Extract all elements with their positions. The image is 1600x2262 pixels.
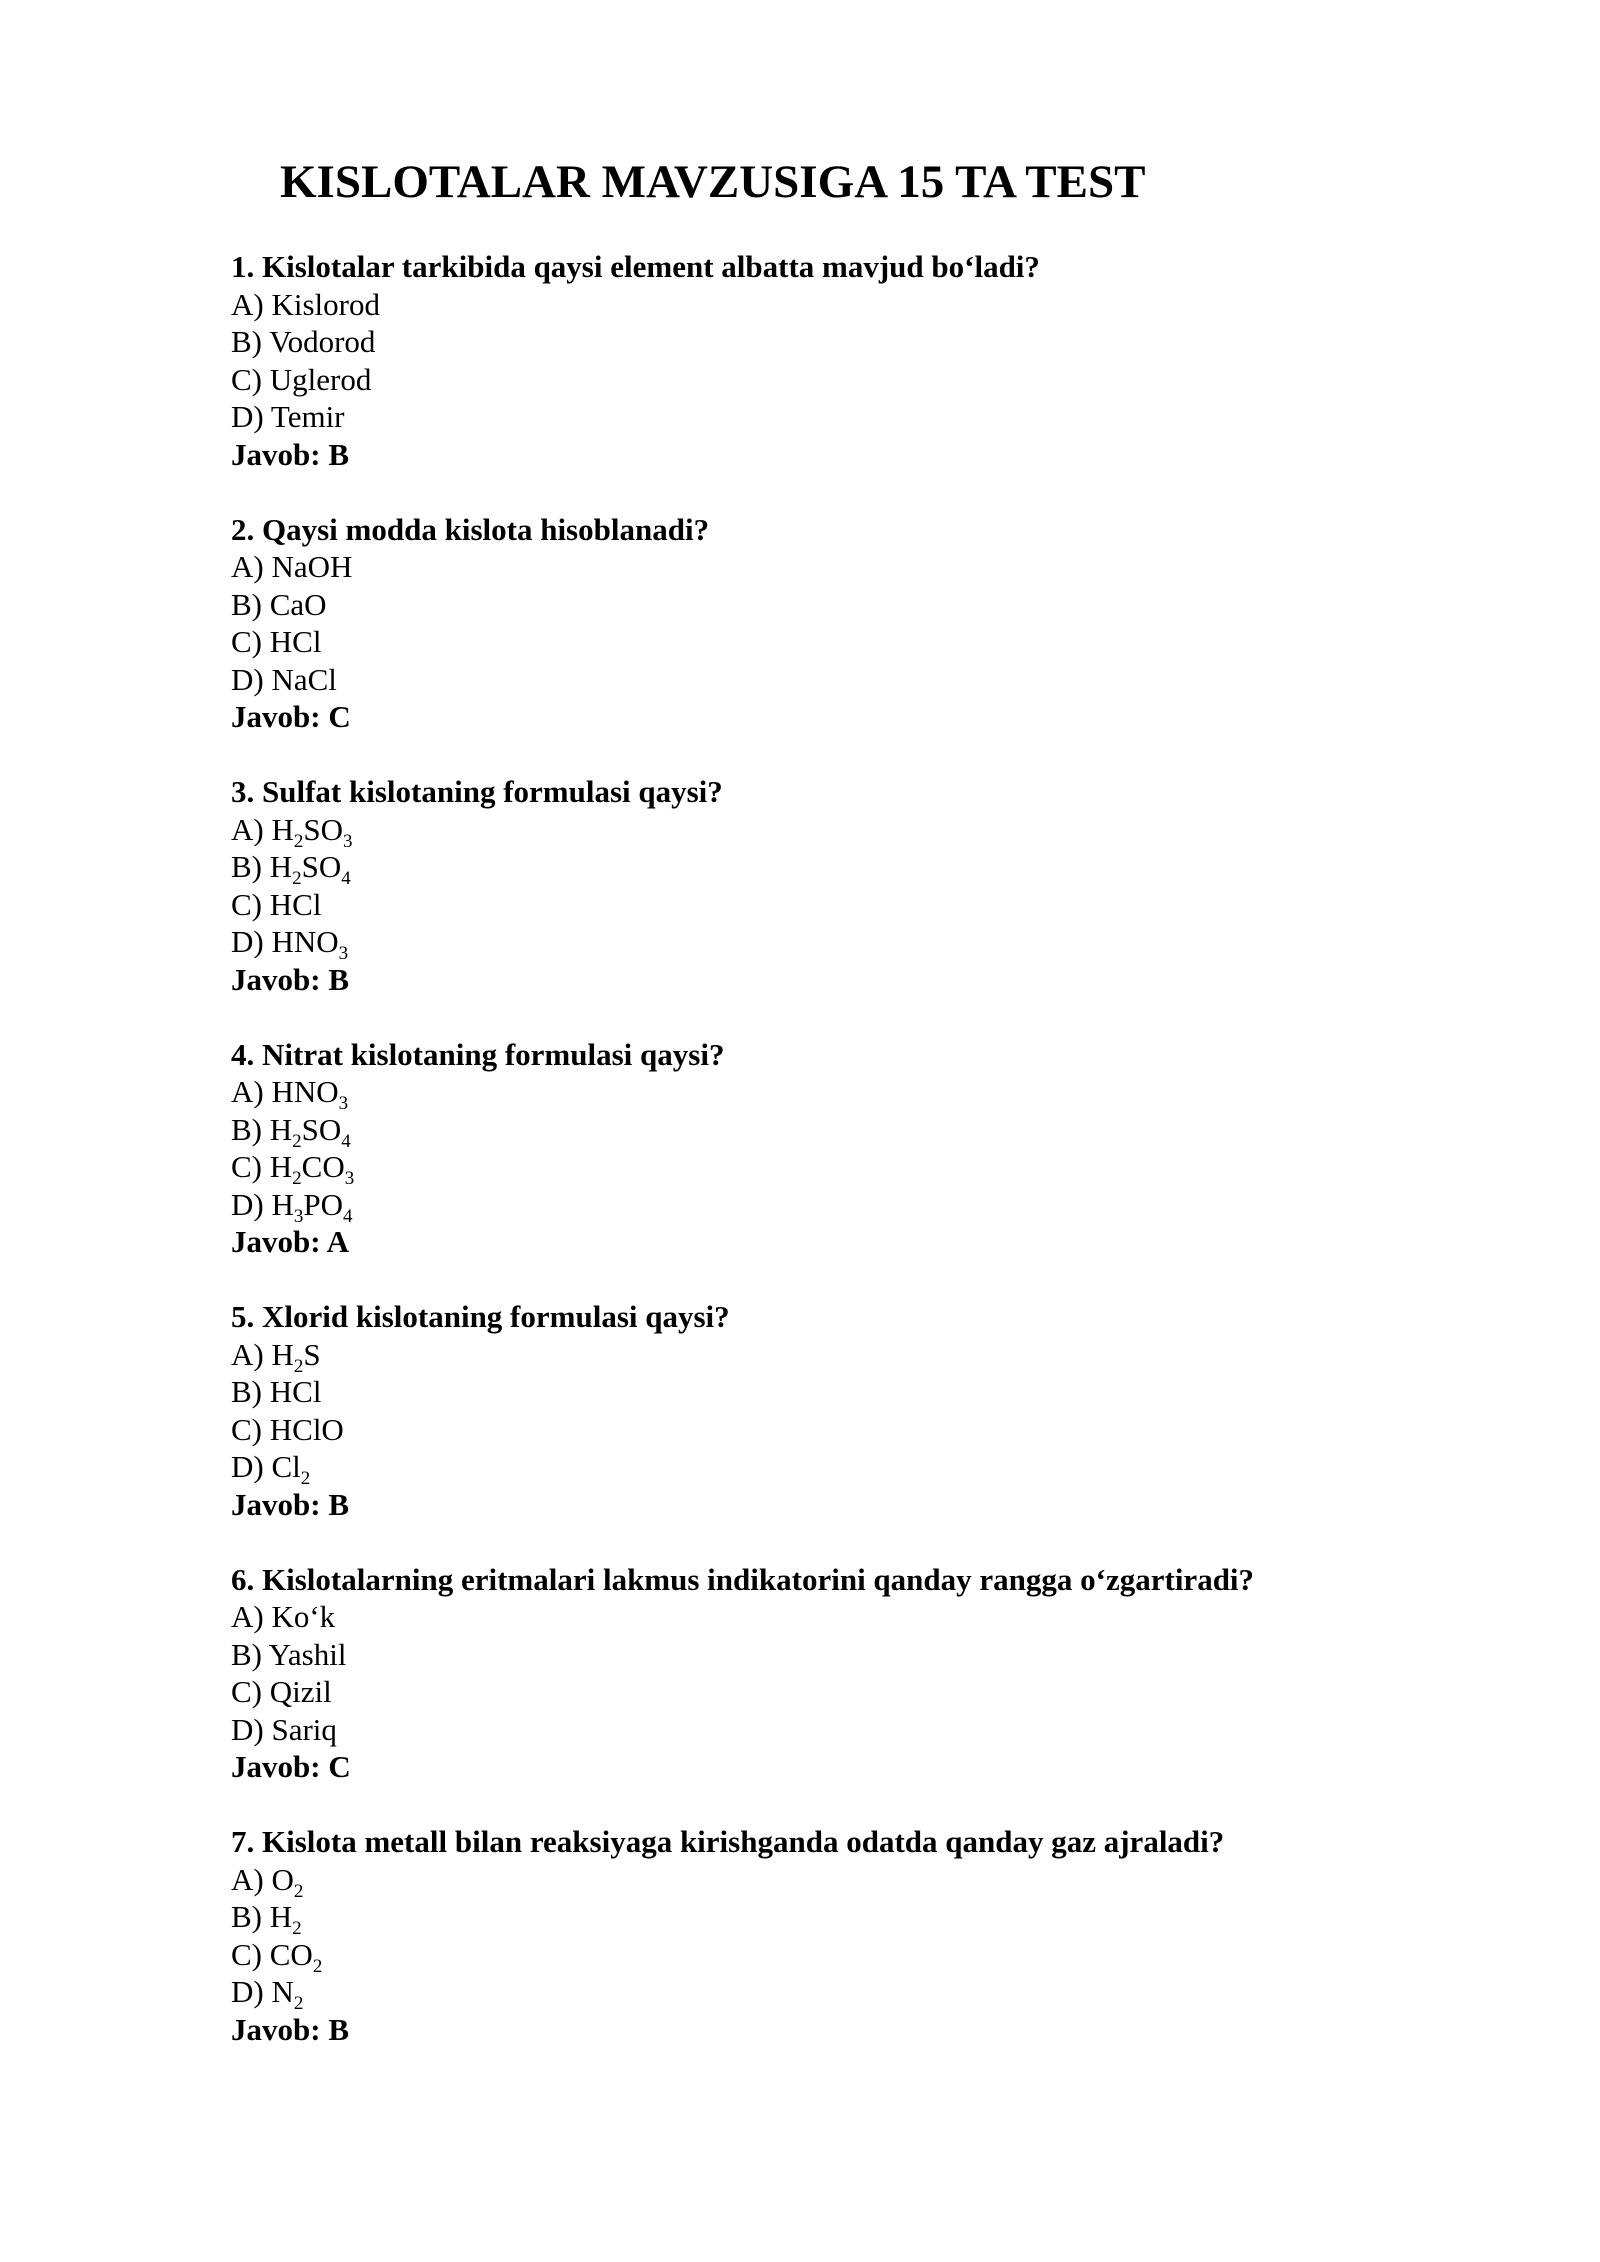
option-letter: B)	[231, 1111, 262, 1147]
answer-option	[231, 848, 1481, 889]
question-4	[231, 1036, 1481, 1299]
option-text: H	[269, 1111, 293, 1147]
option-letter: C)	[231, 1674, 262, 1709]
option-text: Vodorod	[269, 324, 376, 359]
answer-option	[231, 1636, 1481, 1674]
option-letter: D)	[231, 1186, 264, 1222]
answer-option	[231, 1448, 1481, 1489]
option-letter: D)	[231, 399, 264, 434]
option-letter: B)	[231, 1636, 262, 1672]
answer-option	[231, 1373, 1481, 1411]
option-text: HNO	[271, 924, 339, 959]
answer-option	[231, 1673, 1481, 1711]
answer-option	[231, 1336, 1481, 1377]
subscript: 4	[341, 1130, 351, 1152]
option-text: Sariq	[271, 1711, 337, 1747]
option-text: H	[269, 849, 293, 884]
answer-label: Javob:	[231, 1749, 321, 1784]
option-text: Qizil	[269, 1674, 332, 1709]
answer-label: Javob:	[231, 1486, 321, 1522]
option-text: SO	[303, 811, 343, 847]
answer-option	[231, 1148, 1481, 1189]
option-text: SO	[301, 1111, 342, 1147]
answer-option	[231, 1711, 1481, 1749]
answer-label: Javob:	[231, 1224, 321, 1259]
subscript: 2	[292, 868, 302, 889]
answer-line	[231, 436, 1481, 474]
option-letter: D)	[231, 1449, 264, 1484]
option-text: HCl	[269, 886, 322, 922]
subscript: 3	[338, 943, 349, 964]
subscript: 3	[293, 1205, 304, 1227]
answer-label: Javob:	[231, 436, 321, 472]
option-text: H	[269, 1899, 293, 1934]
option-text: Cl	[271, 1449, 301, 1484]
answer-option	[231, 1186, 1481, 1227]
subscript: 2	[292, 1130, 302, 1152]
option-text: CaO	[269, 586, 327, 622]
option-text: HNO	[271, 1074, 339, 1109]
answer-label: Javob:	[231, 961, 321, 997]
answer-value: B	[328, 961, 350, 997]
option-text: NaOH	[271, 549, 353, 584]
subscript: 4	[341, 868, 351, 889]
answer-option	[231, 1598, 1481, 1636]
answer-option	[231, 1411, 1481, 1449]
answer-option	[231, 811, 1481, 852]
answer-option	[231, 361, 1481, 399]
subscript: 2	[293, 1993, 304, 2014]
question-7	[231, 1823, 1481, 2086]
option-letter: D)	[231, 924, 264, 959]
option-letter: A)	[231, 811, 264, 847]
question-prompt: 1. Kislotalar tarkibida qaysi element albatta mavjud bo‘ladi?	[231, 249, 1040, 284]
option-letter: C)	[231, 1411, 262, 1447]
question-5	[231, 1298, 1481, 1561]
option-letter: B)	[231, 1899, 262, 1934]
option-text: HClO	[269, 1411, 344, 1447]
subscript: 3	[343, 830, 353, 852]
option-text: O	[271, 1861, 294, 1897]
question-list	[231, 248, 1481, 2086]
option-letter: B)	[231, 849, 262, 884]
answer-value: B	[328, 1486, 350, 1522]
option-text: H	[271, 811, 294, 847]
answer-line	[231, 698, 1481, 736]
answer-option	[231, 586, 1481, 624]
option-text: Kislorod	[271, 286, 380, 322]
subscript: 2	[312, 1955, 323, 1977]
option-letter: C)	[231, 624, 262, 659]
question-1	[231, 248, 1481, 511]
answer-value: C	[328, 699, 351, 734]
subscript: 3	[338, 1093, 349, 1114]
answer-option	[231, 398, 1481, 436]
option-letter: C)	[231, 1936, 262, 1972]
answer-value: B	[328, 2011, 350, 2047]
answer-option	[231, 923, 1481, 964]
answer-option	[231, 286, 1481, 324]
answer-value: C	[328, 1749, 351, 1784]
answer-label: Javob:	[231, 699, 321, 734]
answer-label: Javob:	[231, 2011, 321, 2047]
answer-line	[231, 2011, 1481, 2049]
subscript: 2	[292, 1168, 302, 1189]
answer-option	[231, 323, 1481, 361]
answer-option	[231, 661, 1481, 699]
question-prompt: 4. Nitrat kislotaning formulasi qaysi?	[231, 1036, 725, 1072]
answer-line	[231, 1748, 1481, 1786]
option-letter: D)	[231, 661, 264, 697]
option-letter: A)	[231, 1599, 264, 1634]
answer-option	[231, 886, 1481, 924]
subscript: 2	[292, 1918, 302, 1939]
answer-option	[231, 1861, 1481, 1902]
question-prompt: 6. Kislotalarning eritmalari lakmus indikatorini qanday rangga o‘zgartiradi?	[231, 1561, 1255, 1597]
question-prompt: 7. Kislota metall bilan reaksiyaga kirishganda odatda qanday gaz ajraladi?	[231, 1824, 1225, 1859]
option-text: H	[271, 1186, 294, 1222]
option-letter: A)	[231, 549, 264, 584]
document-title: KISLOTALAR MAVZUSIGA 15 TA TEST	[280, 156, 1146, 208]
answer-line	[231, 961, 1481, 999]
option-letter: A)	[231, 1861, 264, 1897]
question-2	[231, 511, 1481, 774]
answer-value: A	[326, 1224, 350, 1259]
subscript: 2	[293, 1880, 304, 1902]
option-text: PO	[303, 1186, 343, 1222]
answer-option	[231, 1898, 1481, 1939]
answer-option	[231, 1111, 1481, 1152]
answer-value: B	[328, 436, 350, 472]
option-letter: B)	[231, 1374, 262, 1409]
subscript: 2	[300, 1468, 311, 1489]
option-text: H	[269, 1149, 293, 1184]
option-text: Temir	[270, 399, 345, 434]
question-3	[231, 773, 1481, 1036]
option-text: H	[271, 1336, 294, 1372]
option-text: NaCl	[271, 661, 337, 697]
subscript: 2	[293, 1355, 304, 1377]
question-prompt: 2. Qaysi modda kislota hisoblanadi?	[231, 511, 710, 547]
option-letter: A)	[231, 286, 264, 322]
option-text: HCl	[269, 624, 322, 659]
question-prompt: 3. Sulfat kislotaning formulasi qaysi?	[231, 774, 723, 809]
question-prompt: 5. Xlorid kislotaning formulasi qaysi?	[231, 1299, 730, 1334]
option-text: HCl	[269, 1374, 322, 1409]
option-text: Uglerod	[269, 361, 372, 397]
question-6	[231, 1561, 1481, 1824]
option-text: Ko‘k	[271, 1599, 336, 1634]
option-letter: D)	[231, 1974, 264, 2009]
option-text: CO	[269, 1936, 313, 1972]
answer-option	[231, 623, 1481, 661]
option-letter: A)	[231, 1336, 264, 1372]
answer-option	[231, 1073, 1481, 1114]
answer-option	[231, 1973, 1481, 2014]
option-letter: C)	[231, 361, 262, 397]
option-letter: A)	[231, 1074, 264, 1109]
option-text: Yashil	[268, 1636, 347, 1672]
answer-line	[231, 1223, 1481, 1261]
option-text: S	[303, 1336, 321, 1372]
subscript: 2	[293, 830, 304, 852]
option-text: N	[271, 1974, 294, 2009]
option-letter: D)	[231, 1711, 264, 1747]
answer-option	[231, 548, 1481, 586]
subscript: 4	[343, 1205, 353, 1227]
option-letter: C)	[231, 886, 262, 922]
option-text: CO	[301, 1149, 345, 1184]
option-text: SO	[301, 849, 342, 884]
subscript: 3	[344, 1168, 355, 1189]
option-letter: C)	[231, 1149, 262, 1184]
option-letter: B)	[231, 586, 262, 622]
option-letter: B)	[231, 324, 262, 359]
answer-line	[231, 1486, 1481, 1524]
answer-option	[231, 1936, 1481, 1977]
